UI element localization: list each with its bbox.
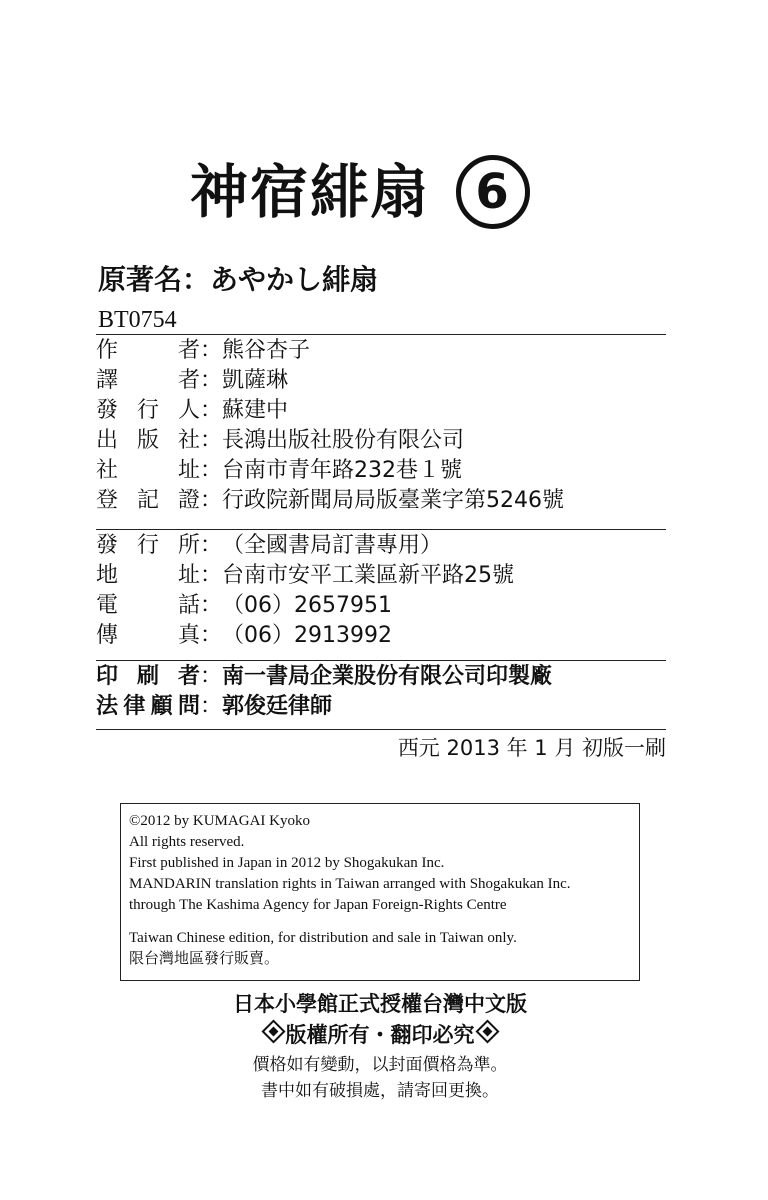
book-code: BT0754 — [98, 307, 177, 333]
info-row — [96, 561, 664, 591]
book-title-text: 神宿緋扇 — [190, 158, 431, 226]
info-colon: ： — [200, 593, 223, 618]
distribution-line: Taiwan Chinese edition, for distribution and sale in Taiwan only. — [129, 930, 517, 946]
info-row — [96, 692, 664, 722]
info-value: 蘇建中 — [222, 398, 289, 423]
info-label: 社 址 — [96, 458, 200, 483]
copyright-line: ©2012 by KUMAGAI Kyoko — [129, 813, 310, 829]
agency-line: through The Kashima Agency for Japan Foreign-Rights Centre — [129, 897, 507, 913]
price-notice: 價格如有變動，以封面價格為準。 — [252, 1055, 508, 1075]
info-label: 發 行 人 — [96, 398, 200, 423]
damage-notice: 書中如有破損處，請寄回更換。 — [261, 1081, 499, 1101]
info-value: （06）2657951 — [222, 593, 392, 618]
volume-number-circle: 6 — [456, 155, 530, 229]
info-value: 凱薩琳 — [222, 368, 289, 393]
rights-text: 版權所有・翻印必究 — [285, 1023, 475, 1047]
info-colon: ： — [200, 368, 223, 393]
edition-date: 西元 2013 年 1 月 初版一刷 — [397, 736, 666, 760]
diamond-icon — [475, 1019, 499, 1043]
divider-top — [96, 334, 666, 335]
info-row — [96, 486, 664, 516]
info-colon: ： — [200, 458, 223, 483]
rights-reserved-line: All rights reserved. — [129, 834, 245, 850]
info-value: 郭俊廷律師 — [222, 694, 333, 719]
publisher-info-group — [96, 336, 664, 516]
info-row — [96, 591, 664, 621]
info-row — [96, 531, 664, 561]
info-label: 作 者 — [96, 338, 200, 363]
info-value: 行政院新聞局局版臺業字第5246號 — [222, 488, 564, 513]
info-label: 出 版 社 — [96, 428, 200, 453]
info-colon: ： — [200, 563, 223, 588]
info-colon: ： — [200, 623, 223, 648]
diamond-icon — [261, 1019, 285, 1043]
rights-statement — [180, 1019, 580, 1049]
info-label: 印 刷 者 — [96, 664, 200, 689]
copyright-box — [120, 803, 640, 981]
info-label: 法 律 顧 問 — [96, 694, 200, 719]
divider-1 — [96, 529, 666, 530]
info-colon: ： — [200, 533, 223, 558]
distributor-info-group — [96, 531, 664, 651]
license-statement: 日本小學館正式授權台灣中文版 — [233, 992, 527, 1016]
info-colon: ： — [200, 338, 223, 363]
info-label: 譯 者 — [96, 368, 200, 393]
info-colon: ： — [200, 398, 223, 423]
info-label: 登 記 證 — [96, 488, 200, 513]
original-title: 原著名：あやかし緋扇 — [98, 263, 379, 296]
divider-2 — [96, 660, 666, 661]
info-row — [96, 366, 664, 396]
info-colon: ： — [200, 664, 223, 689]
info-value: 台南市青年路232巷１號 — [222, 458, 462, 483]
taiwan-only-line: 限台灣地區發行販賣。 — [129, 951, 280, 967]
info-colon: ： — [200, 488, 223, 513]
info-row — [96, 662, 664, 692]
info-value: 南一書局企業股份有限公司印製廠 — [222, 664, 553, 689]
info-row — [96, 621, 664, 651]
info-value: （06）2913992 — [222, 623, 392, 648]
info-label: 地 址 — [96, 563, 200, 588]
divider-3 — [96, 729, 666, 730]
first-published-line: First published in Japan in 2012 by Shogakukan Inc. — [129, 855, 445, 871]
info-colon: ： — [200, 694, 223, 719]
info-label: 電 話 — [96, 593, 200, 618]
info-value: 長鴻出版社股份有限公司 — [222, 428, 465, 453]
info-value: 台南市安平工業區新平路25號 — [222, 563, 514, 588]
info-colon: ： — [200, 428, 223, 453]
info-row — [96, 426, 664, 456]
printer-info-group — [96, 662, 664, 722]
translation-rights-line: MANDARIN translation rights in Taiwan arranged with Shogakukan Inc. — [129, 876, 571, 892]
info-value: 熊谷杏子 — [222, 338, 311, 363]
info-row — [96, 396, 664, 426]
book-title — [190, 145, 590, 225]
info-value: （全國書局訂書專用） — [222, 533, 443, 558]
info-label: 傳 真 — [96, 623, 200, 648]
info-row — [96, 336, 664, 366]
info-label: 發 行 所 — [96, 533, 200, 558]
info-row — [96, 456, 664, 486]
